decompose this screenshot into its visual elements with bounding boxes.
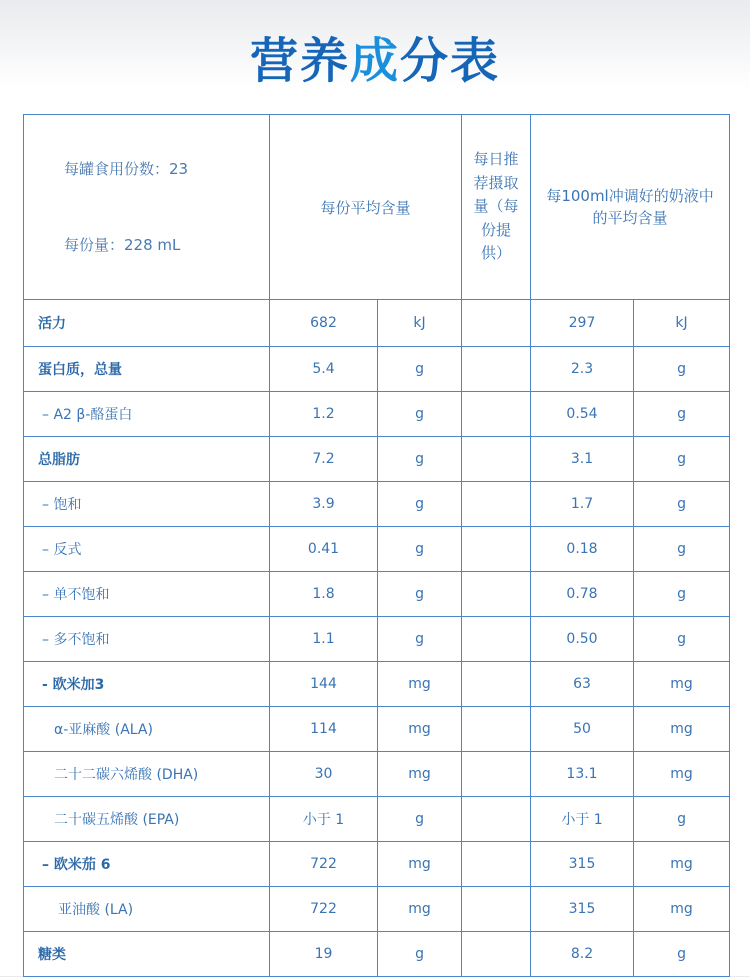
- daily-recommended-value: [462, 797, 531, 842]
- per-serving-value: 722: [270, 887, 378, 932]
- per-100ml-unit: g: [634, 482, 730, 527]
- nutrient-name: 蛋白质，总量: [24, 347, 270, 392]
- nutrition-table: [23, 114, 730, 977]
- daily-recommended-value: [462, 527, 531, 572]
- per-100ml-value: 2.3: [531, 347, 634, 392]
- per-100ml-unit: mg: [634, 707, 730, 752]
- serving-size: 每份量：228 mL: [64, 236, 181, 254]
- per-serving-unit: mg: [378, 662, 462, 707]
- per-serving-value: 3.9: [270, 482, 378, 527]
- per-100ml-value: 0.78: [531, 572, 634, 617]
- per-serving-value: 1.1: [270, 617, 378, 662]
- per-100ml-unit: kJ: [634, 300, 730, 347]
- per-serving-unit: g: [378, 482, 462, 527]
- daily-recommended-value: [462, 662, 531, 707]
- table-row: [24, 617, 730, 662]
- per-100ml-unit: g: [634, 572, 730, 617]
- page-title: [0, 26, 750, 96]
- nutrient-name: α-亚麻酸 (ALA): [24, 707, 270, 752]
- daily-recommended-value: [462, 932, 531, 977]
- per-serving-unit: mg: [378, 842, 462, 887]
- per-100ml-unit: mg: [634, 887, 730, 932]
- per-serving-unit: g: [378, 617, 462, 662]
- per-100ml-unit: mg: [634, 752, 730, 797]
- table-row: [24, 887, 730, 932]
- table-row: [24, 347, 730, 392]
- per-serving-value: 1.8: [270, 572, 378, 617]
- per-serving-unit: mg: [378, 707, 462, 752]
- table-row: [24, 572, 730, 617]
- per-serving-value: 5.4: [270, 347, 378, 392]
- nutrient-name: – 反式: [24, 527, 270, 572]
- nutrient-name: – 多不饱和: [24, 617, 270, 662]
- per-serving-unit: g: [378, 437, 462, 482]
- daily-recommended-value: [462, 887, 531, 932]
- table-row: [24, 797, 730, 842]
- per-serving-unit: g: [378, 392, 462, 437]
- table-row: [24, 482, 730, 527]
- daily-recommended-value: [462, 572, 531, 617]
- table-row: [24, 752, 730, 797]
- per-100ml-header: 每100ml冲调好的奶液中的平均含量: [531, 115, 730, 300]
- daily-recommended-value: [462, 842, 531, 887]
- daily-recommended-value: [462, 617, 531, 662]
- nutrient-name: 二十二碳六烯酸 (DHA): [24, 752, 270, 797]
- nutrient-name: - 欧米加3: [24, 662, 270, 707]
- daily-recommended-value: [462, 707, 531, 752]
- table-row: [24, 932, 730, 977]
- per-100ml-value: 315: [531, 842, 634, 887]
- daily-recommended-value: [462, 300, 531, 347]
- per-serving-value: 19: [270, 932, 378, 977]
- per-100ml-unit: g: [634, 932, 730, 977]
- nutrient-name: 二十碳五烯酸 (EPA): [24, 797, 270, 842]
- table-row: [24, 662, 730, 707]
- nutrient-name: – 单不饱和: [24, 572, 270, 617]
- nutrient-name: 糖类: [24, 932, 270, 977]
- per-100ml-unit: mg: [634, 842, 730, 887]
- title-part-2: 成: [349, 33, 400, 89]
- table-row: [24, 527, 730, 572]
- per-serving-value: 144: [270, 662, 378, 707]
- per-serving-value: 722: [270, 842, 378, 887]
- per-serving-value: 小于 1: [270, 797, 378, 842]
- per-100ml-value: 0.18: [531, 527, 634, 572]
- per-100ml-value: 63: [531, 662, 634, 707]
- per-100ml-value: 13.1: [531, 752, 634, 797]
- nutrient-name: – 饱和: [24, 482, 270, 527]
- table-row: [24, 437, 730, 482]
- per-100ml-unit: mg: [634, 662, 730, 707]
- per-100ml-value: 8.2: [531, 932, 634, 977]
- per-serving-unit: mg: [378, 752, 462, 797]
- per-serving-value: 7.2: [270, 437, 378, 482]
- per-serving-value: 682: [270, 300, 378, 347]
- per-serving-header: 每份平均含量: [270, 115, 462, 300]
- servings-per-can: 每罐食用份数：23: [64, 160, 189, 178]
- per-100ml-value: 315: [531, 887, 634, 932]
- nutrient-name: 总脂肪: [24, 437, 270, 482]
- table-row: [24, 392, 730, 437]
- table-row: [24, 707, 730, 752]
- per-serving-unit: g: [378, 797, 462, 842]
- per-100ml-unit: g: [634, 797, 730, 842]
- per-serving-unit: kJ: [378, 300, 462, 347]
- per-serving-unit: g: [378, 527, 462, 572]
- serving-info-cell: [24, 115, 270, 300]
- title-part-1: 营养: [249, 33, 350, 89]
- title-part-3: 分表: [400, 33, 501, 89]
- per-serving-unit: g: [378, 932, 462, 977]
- per-100ml-unit: g: [634, 437, 730, 482]
- daily-recommended-value: [462, 392, 531, 437]
- per-serving-unit: g: [378, 572, 462, 617]
- header-row: [24, 115, 730, 300]
- per-100ml-value: 0.50: [531, 617, 634, 662]
- nutrient-name: – 欧米茄 6: [24, 842, 270, 887]
- per-100ml-unit: g: [634, 392, 730, 437]
- per-100ml-unit: g: [634, 527, 730, 572]
- per-serving-value: 0.41: [270, 527, 378, 572]
- per-serving-value: 1.2: [270, 392, 378, 437]
- daily-recommended-value: [462, 347, 531, 392]
- per-serving-unit: g: [378, 347, 462, 392]
- nutrient-name: – A2 β-酪蛋白: [24, 392, 270, 437]
- per-100ml-value: 50: [531, 707, 634, 752]
- daily-recommended-value: [462, 752, 531, 797]
- nutrient-name: 亚油酸 (LA): [24, 887, 270, 932]
- daily-recommended-value: [462, 437, 531, 482]
- nutrient-name: 活力: [24, 300, 270, 347]
- per-100ml-unit: g: [634, 347, 730, 392]
- daily-recommended-value: [462, 482, 531, 527]
- daily-recommended-header: 每日推荐摄取量（每份提供）: [462, 115, 531, 300]
- per-serving-value: 30: [270, 752, 378, 797]
- per-100ml-value: 297: [531, 300, 634, 347]
- per-100ml-value: 小于 1: [531, 797, 634, 842]
- per-100ml-value: 1.7: [531, 482, 634, 527]
- per-100ml-value: 3.1: [531, 437, 634, 482]
- table-row: [24, 300, 730, 347]
- per-serving-unit: mg: [378, 887, 462, 932]
- table-row: [24, 842, 730, 887]
- per-100ml-unit: g: [634, 617, 730, 662]
- per-100ml-value: 0.54: [531, 392, 634, 437]
- per-serving-value: 114: [270, 707, 378, 752]
